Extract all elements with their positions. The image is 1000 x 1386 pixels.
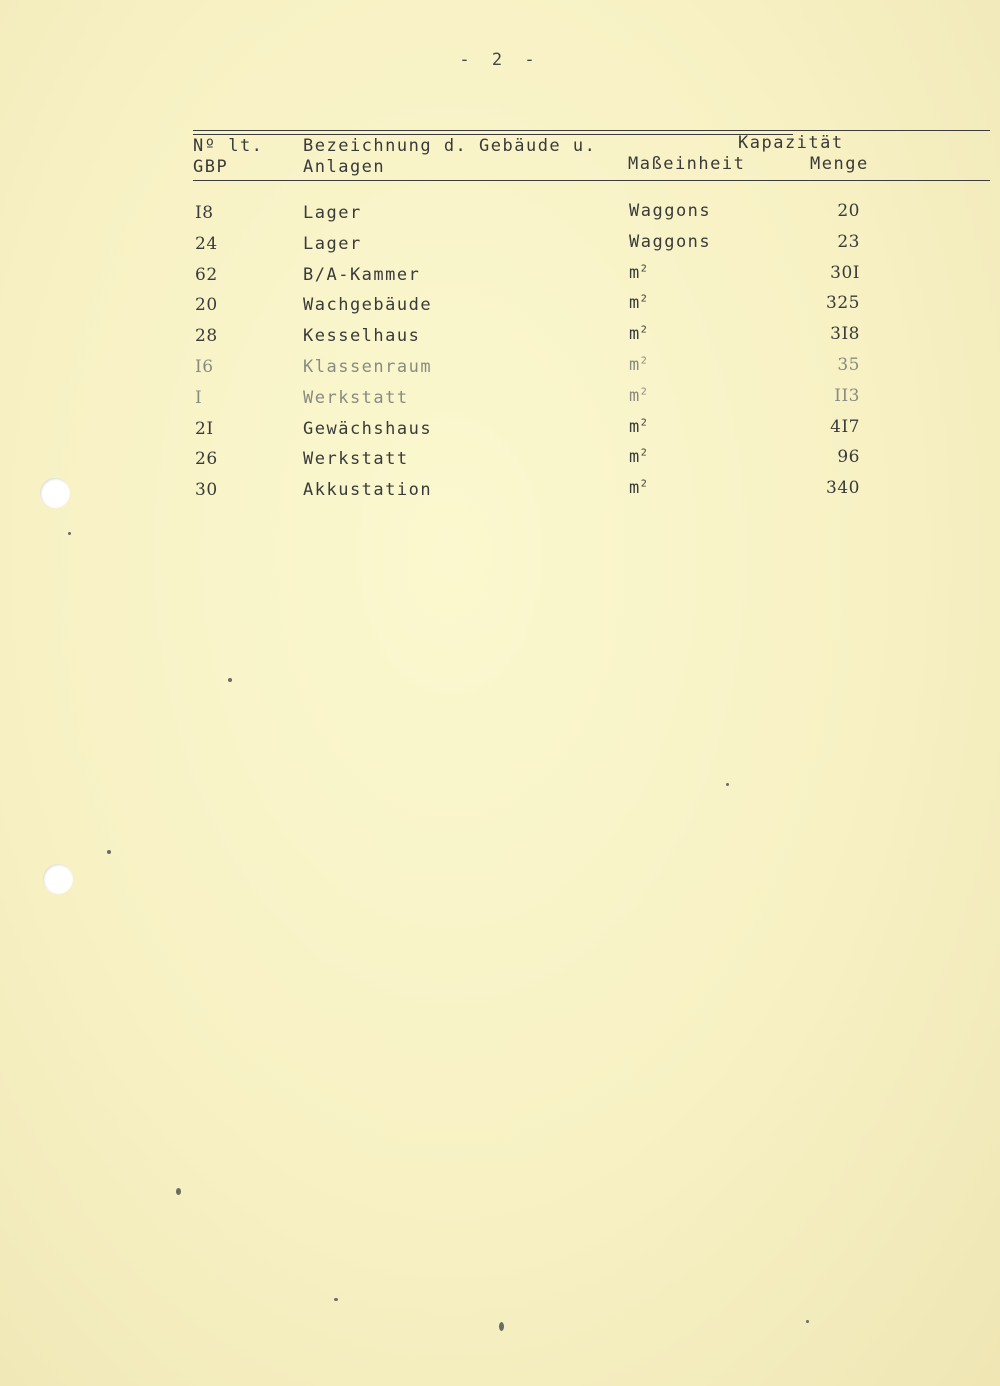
row-number: I6 (195, 357, 214, 377)
row-amount: II3 (834, 386, 860, 406)
header-name-line1: Bezeichnung d. Gebäude u. (303, 136, 597, 156)
row-name: Werkstatt (303, 388, 409, 408)
row-amount: 23 (837, 232, 860, 252)
unit-label: m (629, 324, 641, 344)
unit-label: Waggons (629, 201, 712, 221)
header-capacity: Kapazität (738, 133, 844, 153)
header-name-line2: Anlagen (303, 157, 386, 177)
row-unit (629, 324, 648, 344)
row-unit (629, 293, 648, 313)
unit-label: m (629, 478, 641, 498)
row-amount: 4I7 (830, 417, 860, 437)
header-bottom-rule (193, 180, 990, 181)
row-unit (629, 263, 648, 283)
unit-exponent: 2 (640, 447, 649, 459)
paper-speck (334, 1298, 338, 1301)
paper-speck (68, 532, 71, 535)
paper-speck (726, 783, 729, 786)
row-name: B/A-Kammer (303, 265, 421, 285)
table-top-rule (193, 130, 990, 131)
paper-speck (107, 850, 111, 854)
unit-exponent: 2 (640, 417, 649, 429)
unit-exponent: 2 (640, 386, 649, 398)
row-unit (629, 201, 711, 221)
row-number: 62 (195, 265, 218, 285)
row-unit (629, 417, 648, 437)
paper-speck (806, 1320, 809, 1323)
row-unit (629, 355, 648, 375)
unit-label: m (629, 355, 641, 375)
unit-label: m (629, 386, 641, 406)
row-name: Kesselhaus (303, 326, 421, 346)
row-number: 28 (195, 326, 218, 346)
row-number: 2I (195, 419, 214, 439)
row-unit (629, 447, 648, 467)
row-number: 24 (195, 234, 218, 254)
unit-label: Waggons (629, 232, 712, 252)
unit-label: m (629, 417, 641, 437)
row-amount: 96 (837, 447, 860, 467)
unit-exponent: 2 (640, 478, 649, 490)
paper-speck (176, 1188, 181, 1195)
header-unit: Maßeinheit (628, 154, 746, 174)
page-number: - 2 - (459, 50, 541, 70)
row-name: Klassenraum (303, 357, 433, 377)
unit-exponent: 2 (640, 293, 649, 305)
header-no-line1: Nº lt. (193, 136, 264, 156)
unit-exponent: 2 (640, 263, 649, 275)
row-amount: 35 (837, 355, 860, 375)
row-unit (629, 478, 648, 498)
row-number: 26 (195, 449, 218, 469)
row-name: Gewächshaus (303, 419, 433, 439)
row-name: Wachgebäude (303, 295, 433, 315)
row-amount: 20 (837, 201, 860, 221)
row-name: Lager (303, 203, 362, 223)
row-amount: 30I (830, 263, 860, 283)
unit-exponent: 2 (640, 324, 649, 336)
row-name: Lager (303, 234, 362, 254)
row-number: 20 (195, 295, 218, 315)
unit-label: m (629, 447, 641, 467)
unit-exponent: 2 (640, 355, 649, 367)
row-amount: 3I8 (830, 324, 860, 344)
capacity-rule (193, 134, 793, 135)
row-number: I8 (195, 203, 214, 223)
row-unit (629, 386, 648, 406)
row-number: I (195, 388, 203, 408)
punch-hole-bottom (43, 864, 73, 894)
row-number: 30 (195, 480, 218, 500)
row-amount: 325 (826, 293, 860, 313)
header-no-line2: GBP (193, 157, 229, 177)
unit-label: m (629, 263, 641, 283)
header-amount: Menge (810, 154, 869, 174)
row-unit (629, 232, 711, 252)
paper-speck (499, 1322, 504, 1331)
unit-label: m (629, 293, 641, 313)
punch-hole-top (40, 478, 70, 508)
row-amount: 340 (826, 478, 860, 498)
row-name: Akkustation (303, 480, 433, 500)
row-name: Werkstatt (303, 449, 409, 469)
paper-speck (228, 678, 232, 682)
